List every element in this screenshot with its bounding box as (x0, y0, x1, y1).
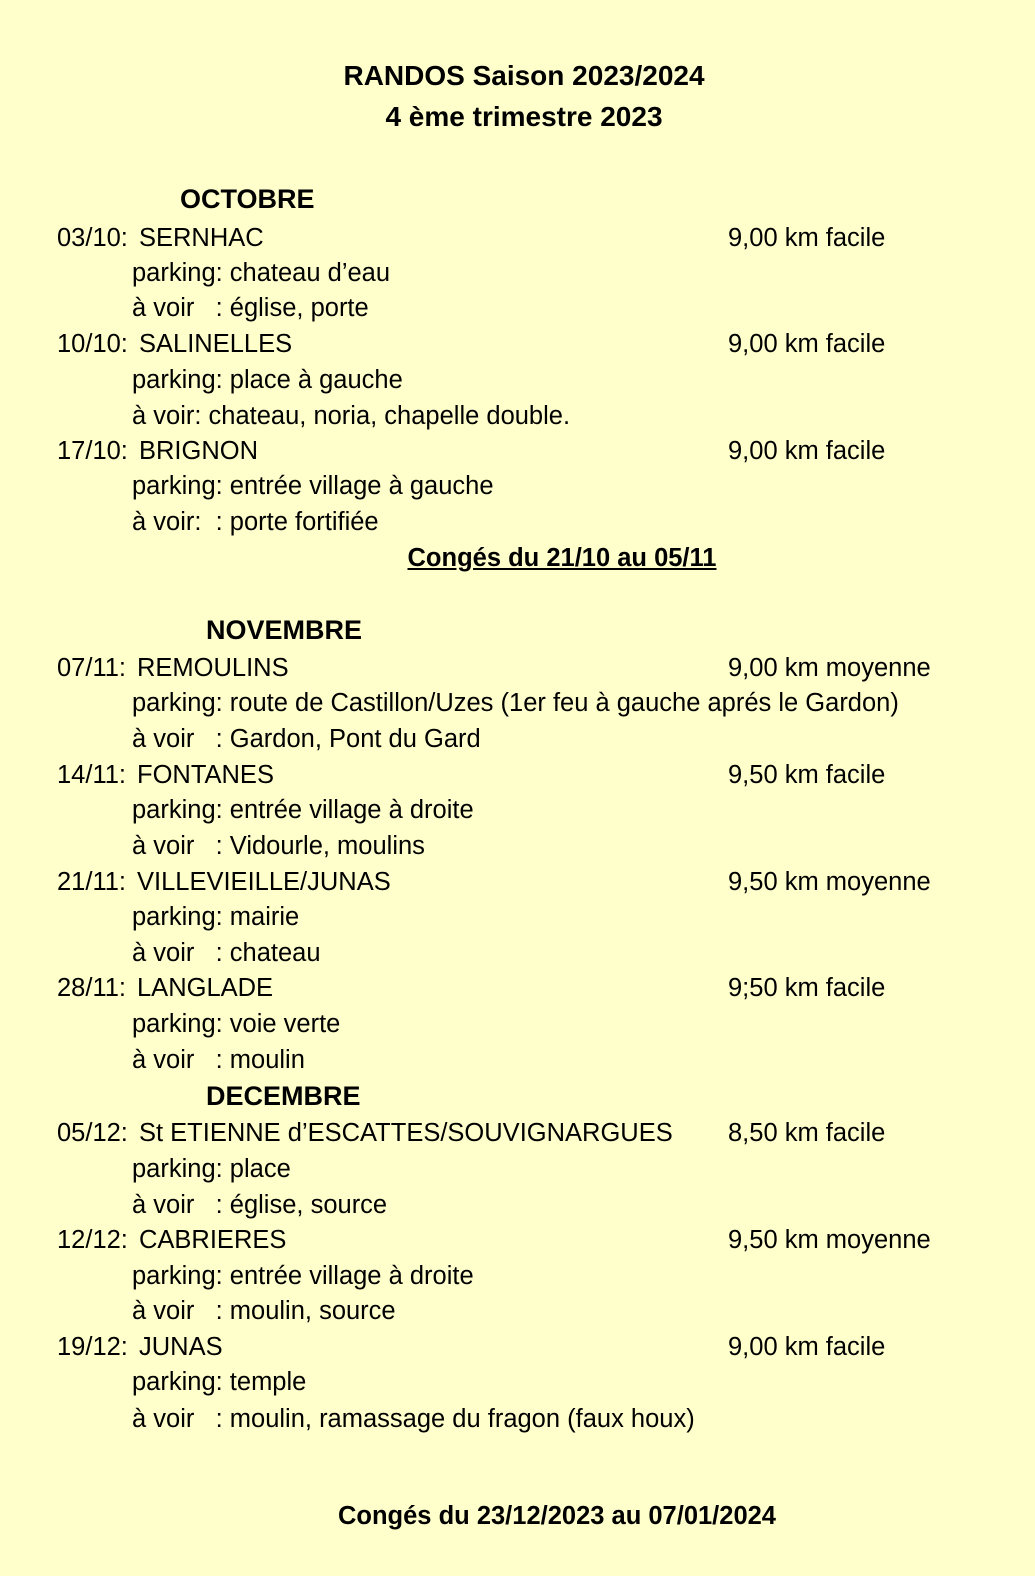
hike-date: 19/12: (57, 1333, 128, 1361)
hike-place: VILLEVIEILLE/JUNAS (137, 868, 391, 896)
holiday-note: Congés du 21/10 au 05/11 (407, 544, 717, 572)
hike-parking: parking: chateau d’eau (132, 259, 391, 287)
hike-sights: à voir : moulin, source (132, 1297, 396, 1325)
hike-date: 07/11: (57, 654, 127, 682)
hike-date: 10/10: (57, 330, 128, 358)
hike-sights: à voir : Vidourle, moulins (132, 832, 425, 860)
hike-parking: parking: place (132, 1155, 291, 1183)
hike-sights: à voir : église, source (132, 1191, 388, 1219)
page-subtitle: 4 ème trimestre 2023 (385, 101, 663, 132)
hike-place: SERNHAC (139, 224, 264, 252)
hike-date: 21/11: (57, 868, 127, 896)
hike-sights: à voir : chateau (132, 939, 321, 967)
hike-place: LANGLADE (137, 974, 274, 1002)
footer-holiday-note: Congés du 23/12/2023 au 07/01/2024 (337, 1502, 776, 1530)
hike-distance: 9,00 km facile (728, 330, 886, 358)
hike-parking: parking: entrée village à droite (132, 796, 474, 824)
hike-date: 14/11: (57, 761, 127, 789)
hike-place: St ETIENNE d’ESCATTES/SOUVIGNARGUES (139, 1119, 673, 1147)
hike-sights: à voir : Gardon, Pont du Gard (132, 725, 481, 753)
month-heading-decembre: DECEMBRE (206, 1081, 361, 1111)
hike-date: 17/10: (57, 437, 128, 465)
month-heading-novembre: NOVEMBRE (206, 615, 363, 645)
hike-date: 03/10: (57, 224, 128, 252)
hike-parking: parking: mairie (132, 903, 300, 931)
hike-date: 05/12: (57, 1119, 128, 1147)
hike-distance: 9,00 km facile (728, 1333, 886, 1361)
hike-distance: 9,00 km facile (728, 437, 886, 465)
hike-parking: parking: entrée village à droite (132, 1262, 474, 1290)
hike-sights: à voir : moulin (132, 1046, 305, 1074)
hike-distance: 9,50 km moyenne (728, 868, 931, 896)
hike-date: 28/11: (57, 974, 127, 1002)
hike-distance: 8,50 km facile (728, 1119, 886, 1147)
hike-parking: parking: route de Castillon/Uzes (1er feu à gauche aprés le Gardon) (132, 689, 899, 717)
hike-place: JUNAS (139, 1333, 223, 1361)
hike-parking: parking: place à gauche (132, 366, 403, 394)
hike-sights: à voir : église, porte (132, 294, 369, 322)
hike-date: 12/12: (57, 1226, 128, 1254)
hike-place: CABRIERES (139, 1226, 287, 1254)
hike-distance: 9,50 km facile (728, 761, 886, 789)
hike-parking: parking: voie verte (132, 1010, 341, 1038)
hike-place: BRIGNON (139, 437, 259, 465)
hike-sights: à voir: chateau, noria, chapelle double. (132, 402, 571, 430)
hike-parking: parking: entrée village à gauche (132, 472, 494, 500)
hike-sights: à voir: : porte fortifiée (132, 508, 379, 536)
hike-distance: 9,00 km facile (728, 224, 886, 252)
hike-place: REMOULINS (137, 654, 289, 682)
hike-sights: à voir : moulin, ramassage du fragon (faux houx) (132, 1405, 695, 1433)
hike-place: FONTANES (137, 761, 274, 789)
month-heading-octobre: OCTOBRE (180, 184, 315, 214)
hike-place: SALINELLES (139, 330, 293, 358)
hike-distance: 9,00 km moyenne (728, 654, 931, 682)
hike-parking: parking: temple (132, 1368, 307, 1396)
page-title: RANDOS Saison 2023/2024 (343, 60, 705, 91)
hike-distance: 9,50 km moyenne (728, 1226, 931, 1254)
hike-distance: 9;50 km facile (728, 974, 886, 1002)
